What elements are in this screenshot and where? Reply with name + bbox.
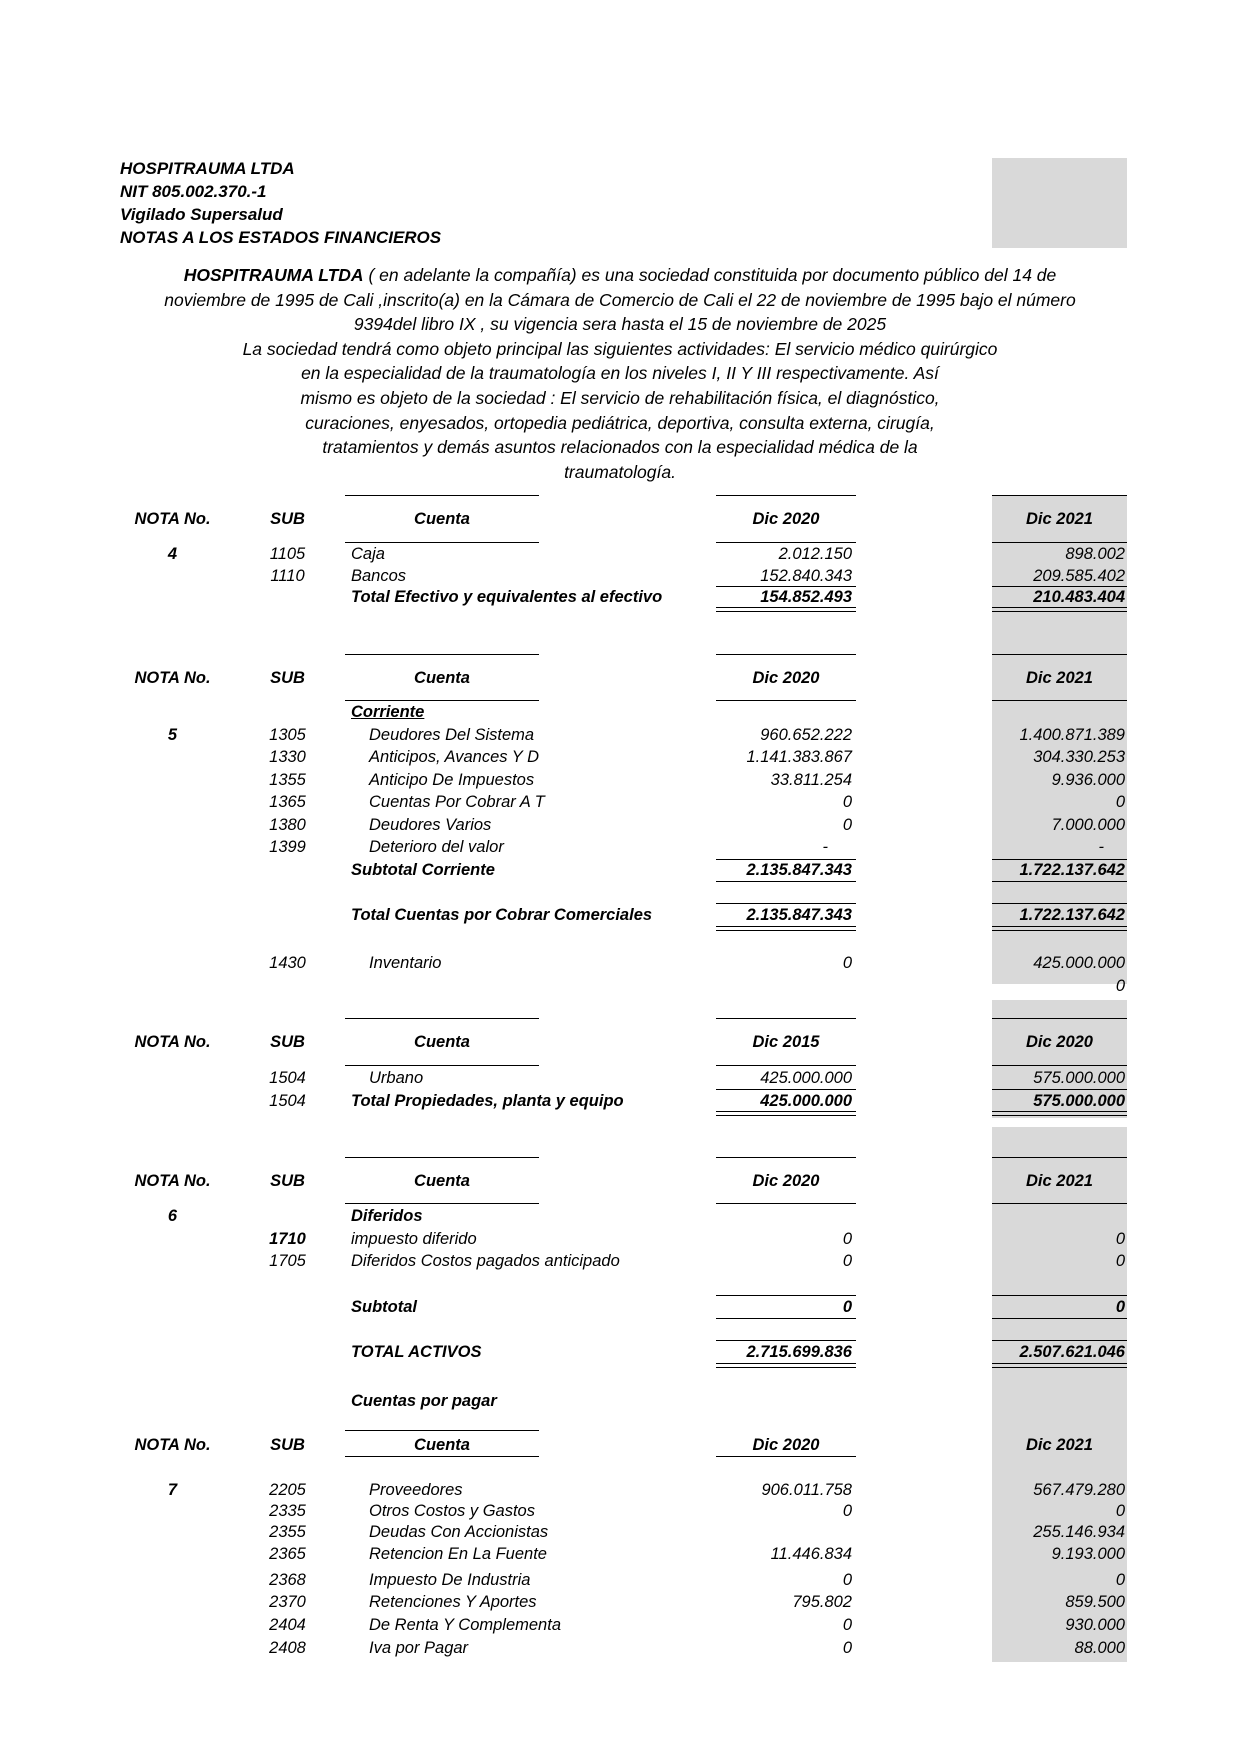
supervision-line: Vigilado Supersalud: [120, 205, 283, 224]
header-dic2021: Dic 2021: [1026, 669, 1093, 687]
rule: [992, 1018, 1127, 1019]
intro-paragraph: [100, 263, 1140, 484]
nota-number: 6: [167, 1207, 178, 1225]
rule: [716, 495, 856, 496]
sub-code: 1705: [269, 1252, 306, 1270]
group-label: Diferidos: [351, 1207, 423, 1225]
header-sub: SUB: [270, 1033, 305, 1051]
value-dic2015: 425.000.000: [760, 1069, 852, 1087]
account-name: Deudores Varios: [369, 816, 492, 834]
intro-line-3: 9394del libro IX , su vigencia sera hasta el 15 de noviembre de 2025: [353, 314, 887, 335]
account-name: Deudores Del Sistema: [369, 726, 535, 744]
sub-code: 2404: [269, 1616, 306, 1634]
sub-code: 1399: [269, 838, 306, 856]
rule: [345, 1203, 539, 1204]
sub-code: 1504: [269, 1069, 306, 1087]
header-shade-box: [992, 158, 1127, 248]
value-dic2021: 255.146.934: [1033, 1523, 1125, 1541]
value-dic2020: 0: [842, 1639, 852, 1657]
value-dic2021: 425.000.000: [1033, 954, 1125, 972]
double-rule: [992, 607, 1127, 612]
rule: [345, 1065, 539, 1066]
document-title: NOTAS A LOS ESTADOS FINANCIEROS: [120, 228, 442, 247]
account-name: Proveedores: [369, 1481, 463, 1499]
total-dic2020: 2.135.847.343: [746, 906, 852, 924]
account-name: Urbano: [369, 1069, 424, 1087]
nota-number: 7: [167, 1481, 178, 1499]
value-dic2020: 0: [842, 1502, 852, 1520]
value-dic2020: 0: [842, 793, 852, 811]
value-dic2020: 33.811.254: [770, 771, 852, 789]
value-dic2021: 930.000: [1065, 1616, 1125, 1634]
header-sub: SUB: [270, 669, 305, 687]
sub-code: 1504: [269, 1092, 306, 1110]
rule: [716, 1018, 856, 1019]
rule: [716, 1157, 856, 1158]
total-label: Total Propiedades, planta y equipo: [351, 1092, 624, 1110]
account-name: Bancos: [351, 567, 407, 585]
value-dic2020: 0: [842, 1571, 852, 1589]
rule: [716, 1456, 856, 1457]
intro-line-1: HOSPITRAUMA LTDA ( en adelante la compañía) es una sociedad constituida por documento público del 14 de: [183, 265, 1057, 285]
total-activos-label: TOTAL ACTIVOS: [351, 1343, 482, 1361]
value-dic2020: 11.446.834: [770, 1545, 852, 1563]
value-dic2021: 88.000: [1074, 1639, 1125, 1657]
section-label: Cuentas por pagar: [351, 1392, 497, 1410]
total-dic2021: 1.722.137.642: [1019, 906, 1125, 924]
double-rule: [716, 926, 856, 931]
rule: [992, 654, 1127, 655]
intro-line-4: La sociedad tendrá como objeto principal las siguientes actividades: El servicio médico quirúrgico: [242, 338, 998, 359]
header-dic2020: Dic 2020: [752, 1172, 820, 1190]
header-dic2021: Dic 2021: [1026, 510, 1093, 528]
group-label: Corriente: [351, 703, 425, 721]
sub-code: 2370: [269, 1593, 306, 1611]
header-dic2020: Dic 2020: [752, 510, 820, 528]
value-dic2021: 0: [1115, 1230, 1125, 1248]
value-dic2020: 152.840.343: [760, 567, 852, 585]
intro-company-name: HOSPITRAUMA LTDA: [183, 265, 364, 285]
value-dic2020: 575.000.000: [1033, 1069, 1125, 1087]
header-cuenta: Cuenta: [414, 1033, 470, 1051]
rule: [345, 654, 539, 655]
header-cuenta: Cuenta: [414, 669, 470, 687]
double-rule: [992, 1363, 1127, 1368]
total-dic2020: 575.000.000: [1033, 1092, 1125, 1110]
header-dic2020: Dic 2020: [752, 1436, 820, 1454]
rule: [716, 881, 856, 882]
rule: [992, 881, 1127, 882]
sub-code: 2408: [269, 1639, 306, 1657]
subtotal-dic2020: 2.135.847.343: [746, 861, 852, 879]
account-name: Inventario: [369, 954, 442, 972]
rule: [992, 700, 1127, 701]
account-name: Retencion En La Fuente: [369, 1545, 547, 1563]
value-dic2021: 9.193.000: [1051, 1545, 1125, 1563]
account-name: Otros Costos y Gastos: [369, 1502, 535, 1520]
header-nota: NOTA No.: [134, 669, 211, 687]
rule: [716, 700, 856, 701]
sub-code: 1355: [269, 771, 306, 789]
account-name: Deterioro del valor: [369, 838, 504, 856]
header-cuenta: Cuenta: [414, 1172, 470, 1190]
total-activos-dic2020: 2.715.699.836: [746, 1343, 852, 1361]
sub-code: 1380: [269, 816, 306, 834]
value-dic2021: 859.500: [1065, 1593, 1125, 1611]
total-dic2021: 210.483.404: [1033, 588, 1125, 606]
value-dic2020: 960.652.222: [760, 726, 852, 744]
header-nota: NOTA No.: [134, 1436, 211, 1454]
double-rule: [716, 607, 856, 612]
company-name: HOSPITRAUMA LTDA: [120, 159, 295, 178]
account-name: De Renta Y Complementa: [369, 1616, 561, 1634]
account-name: Cuentas Por Cobrar A T: [369, 793, 545, 811]
sub-code: 1365: [269, 793, 306, 811]
account-name: Anticipos, Avances Y D: [369, 748, 539, 766]
account-name: Impuesto De Industria: [369, 1571, 531, 1589]
total-label: Total Efectivo y equivalentes al efectivo: [351, 588, 663, 606]
header-cuenta: Cuenta: [414, 510, 470, 528]
sub-code: 1105: [269, 545, 306, 563]
header-sub: SUB: [270, 1436, 305, 1454]
rule: [345, 1157, 539, 1158]
header-dic2020: Dic 2020: [1026, 1033, 1093, 1051]
sub-code: 2355: [269, 1523, 306, 1541]
account-name: Retenciones Y Aportes: [369, 1593, 537, 1611]
subtotal-label: Subtotal: [351, 1298, 417, 1316]
rule: [345, 1018, 539, 1019]
header-sub: SUB: [270, 510, 305, 528]
value-dic2021: 304.330.253: [1033, 748, 1125, 766]
value-dic2021: 567.479.280: [1033, 1481, 1125, 1499]
rule: [345, 1430, 539, 1431]
value-dic2020: 2.012.150: [778, 545, 852, 563]
total-activos-dic2021: 2.507.621.046: [1019, 1343, 1125, 1361]
value-dic2021: -: [1098, 838, 1104, 856]
intro-line-7: curaciones, enyesados, ortopedia pediátrica, deportiva, consulta externa, cirugía,: [305, 412, 935, 433]
total-label: Total Cuentas por Cobrar Comerciales: [351, 906, 653, 924]
value-dic2021: 0: [1115, 1571, 1125, 1589]
value-dic2020: 795.802: [792, 1593, 852, 1611]
header-nota: NOTA No.: [134, 1033, 211, 1051]
header-nota: NOTA No.: [134, 1172, 211, 1190]
value-dic2021: 0: [1115, 1502, 1125, 1520]
value-dic2020: 0: [842, 816, 852, 834]
extra-value: 0: [1115, 977, 1125, 995]
account-name: Deudas Con Accionistas: [369, 1523, 549, 1541]
double-rule: [992, 926, 1127, 931]
subtotal-dic2020: 0: [842, 1298, 852, 1316]
value-dic2020: 1.141.383.867: [746, 748, 852, 766]
sub-code: 2365: [269, 1545, 306, 1563]
subtotal-label: Subtotal Corriente: [351, 861, 495, 879]
rule: [992, 1203, 1127, 1204]
account-name: impuesto diferido: [351, 1230, 477, 1248]
value-dic2021: 0: [1115, 1252, 1125, 1270]
header-nota: NOTA No.: [134, 510, 211, 528]
sub-code: 1710: [269, 1230, 306, 1248]
account-name: Anticipo De Impuestos: [369, 771, 535, 789]
rule: [716, 1318, 856, 1319]
rule: [992, 1157, 1127, 1158]
header-dic2020: Dic 2020: [752, 669, 820, 687]
header-cuenta: Cuenta: [414, 1436, 470, 1454]
value-dic2020: 0: [842, 1616, 852, 1634]
rule: [716, 1203, 856, 1204]
header-sub: SUB: [270, 1172, 305, 1190]
double-rule: [716, 1111, 856, 1116]
subtotal-dic2021: 0: [1115, 1298, 1125, 1316]
double-rule: [716, 1363, 856, 1368]
sub-code: 1305: [269, 726, 306, 744]
total-dic2020: 154.852.493: [760, 588, 852, 606]
sub-code: 1110: [270, 567, 305, 585]
value-dic2021: 1.400.871.389: [1019, 726, 1125, 744]
rule: [716, 654, 856, 655]
account-name: Diferidos Costos pagados anticipado: [351, 1252, 620, 1270]
sub-code: 1430: [269, 954, 306, 972]
subtotal-dic2021: 1.722.137.642: [1019, 861, 1125, 879]
value-dic2021: 209.585.402: [1033, 567, 1125, 585]
rule: [992, 1065, 1127, 1066]
value-dic2020: 0: [842, 1252, 852, 1270]
rule: [345, 495, 539, 496]
intro-line-2: noviembre de 1995 de Cali ,inscrito(a) en la Cámara de Comercio de Cali el 22 de noviembre de 1995 bajo el número: [164, 289, 1076, 310]
value-dic2020: -: [822, 838, 828, 856]
sub-code: 2205: [269, 1481, 306, 1499]
rule: [992, 495, 1127, 496]
value-dic2020: 906.011.758: [761, 1481, 852, 1499]
intro-line-6: mismo es objeto de la sociedad : El servicio de rehabilitación física, el diagnóstico,: [300, 387, 940, 408]
value-dic2020: 0: [842, 1230, 852, 1248]
double-rule: [992, 1111, 1127, 1116]
company-nit: NIT 805.002.370.-1: [120, 182, 267, 201]
rule: [345, 1456, 539, 1457]
value-dic2021: 7.000.000: [1051, 816, 1125, 834]
value-dic2021: 9.936.000: [1051, 771, 1125, 789]
header-dic2021: Dic 2021: [1026, 1436, 1093, 1454]
total-dic2015: 425.000.000: [760, 1092, 852, 1110]
header-dic2015: Dic 2015: [752, 1033, 820, 1051]
sub-code: 2335: [269, 1502, 306, 1520]
rule: [992, 1318, 1127, 1319]
value-dic2021: 0: [1115, 793, 1125, 811]
rule: [716, 1065, 856, 1066]
header-dic2021: Dic 2021: [1026, 1172, 1093, 1190]
value-dic2020: 0: [842, 954, 852, 972]
intro-line-5: en la especialidad de la traumatología en los niveles I, II Y III respectivamente. Así: [301, 363, 939, 384]
sub-code: 2368: [269, 1571, 306, 1589]
account-name: Caja: [351, 545, 385, 563]
value-dic2021: 898.002: [1065, 545, 1125, 563]
intro-line-9: traumatología.: [564, 461, 676, 482]
nota-number: 5: [167, 726, 178, 744]
account-name: Iva por Pagar: [369, 1639, 469, 1657]
sub-code: 1330: [269, 748, 306, 766]
nota-number: 4: [167, 545, 178, 563]
intro-line-8: tratamientos y demás asuntos relacionados con la especialidad médica de la: [322, 437, 918, 458]
